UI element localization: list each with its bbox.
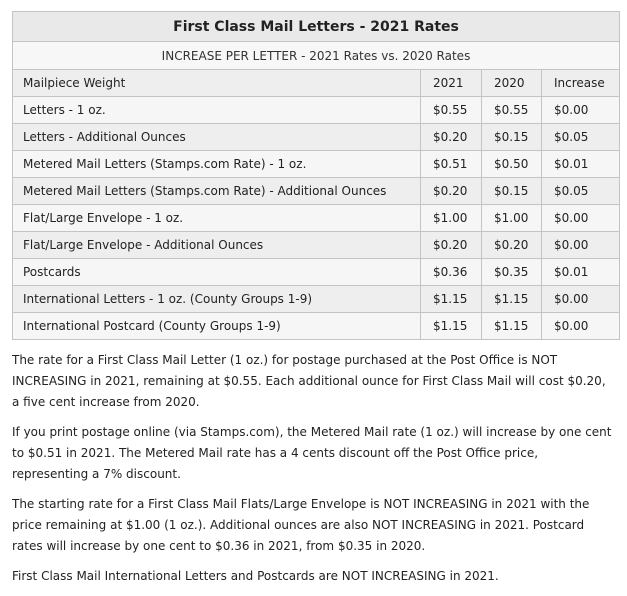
cell-increase: $0.00 xyxy=(542,232,620,259)
cell-2021: $1.00 xyxy=(421,205,482,232)
table-subtitle-row xyxy=(13,42,620,70)
column-header-weight: Mailpiece Weight xyxy=(13,70,421,97)
column-header-row xyxy=(13,70,620,97)
table-row xyxy=(13,124,620,151)
cell-2020: $1.15 xyxy=(482,286,542,313)
cell-2020: $0.15 xyxy=(482,124,542,151)
cell-weight: Flat/Large Envelope - 1 oz. xyxy=(13,205,421,232)
cell-2020: $0.15 xyxy=(482,178,542,205)
cell-2020: $0.50 xyxy=(482,151,542,178)
cell-increase: $0.00 xyxy=(542,313,620,340)
table-row xyxy=(13,313,620,340)
table-row xyxy=(13,205,620,232)
table-subtitle: INCREASE PER LETTER - 2021 Rates vs. 2020 Rates xyxy=(13,42,620,70)
cell-increase: $0.00 xyxy=(542,205,620,232)
table-row xyxy=(13,286,620,313)
column-header-increase: Increase xyxy=(542,70,620,97)
cell-increase: $0.05 xyxy=(542,178,620,205)
table-title: First Class Mail Letters - 2021 Rates xyxy=(13,12,620,42)
paragraph-flats-postcards: The starting rate for a First Class Mail Flats/Large Envelope is NOT INCREASING in 2021 with the price remaining at $1.00 (1 oz.). Additional ounces are also NOT INCREASING in 2021. Postcard rates will increase by one cent to $0.36 in 2021, from $0.35 in 2020. xyxy=(12,497,590,553)
cell-2021: $0.51 xyxy=(421,151,482,178)
cell-increase: $0.01 xyxy=(542,151,620,178)
cell-2020: $0.20 xyxy=(482,232,542,259)
cell-2021: $0.20 xyxy=(421,232,482,259)
cell-weight: International Postcard (County Groups 1-9) xyxy=(13,313,421,340)
cell-weight: Postcards xyxy=(13,259,421,286)
column-header-2021: 2021 xyxy=(421,70,482,97)
column-header-2020: 2020 xyxy=(482,70,542,97)
cell-weight: International Letters - 1 oz. (County Groups 1-9) xyxy=(13,286,421,313)
cell-2021: $0.20 xyxy=(421,178,482,205)
cell-2020: $0.35 xyxy=(482,259,542,286)
cell-increase: $0.00 xyxy=(542,286,620,313)
table-body xyxy=(13,97,620,340)
paragraph-metered: If you print postage online (via Stamps.com), the Metered Mail rate (1 oz.) will increase by one cent to $0.51 in 2021. The Metered Mail rate has a 4 cents discount off the Post Office price, representing a 7% discount. xyxy=(12,425,612,481)
cell-2020: $1.00 xyxy=(482,205,542,232)
cell-2021: $0.55 xyxy=(421,97,482,124)
cell-weight: Flat/Large Envelope - Additional Ounces xyxy=(13,232,421,259)
table-title-row xyxy=(13,12,620,42)
table-row xyxy=(13,151,620,178)
cell-increase: $0.00 xyxy=(542,97,620,124)
cell-increase: $0.05 xyxy=(542,124,620,151)
table-row xyxy=(13,232,620,259)
cell-2021: $0.20 xyxy=(421,124,482,151)
cell-2020: $0.55 xyxy=(482,97,542,124)
cell-2020: $1.15 xyxy=(482,313,542,340)
cell-increase: $0.01 xyxy=(542,259,620,286)
cell-weight: Metered Mail Letters (Stamps.com Rate) - 1 oz. xyxy=(13,151,421,178)
cell-2021: $1.15 xyxy=(421,313,482,340)
table-row xyxy=(13,259,620,286)
paragraph-international: First Class Mail International Letters and Postcards are NOT INCREASING in 2021. xyxy=(12,569,499,583)
article-text xyxy=(12,350,612,596)
cell-weight: Letters - 1 oz. xyxy=(13,97,421,124)
rates-table xyxy=(12,11,620,340)
cell-weight: Metered Mail Letters (Stamps.com Rate) - Additional Ounces xyxy=(13,178,421,205)
cell-2021: $1.15 xyxy=(421,286,482,313)
table-row xyxy=(13,178,620,205)
paragraph-letters: The rate for a First Class Mail Letter (1 oz.) for postage purchased at the Post Office is NOT INCREASING in 2021, remaining at $0.55. Each additional ounce for First Class Mail will cost $0.20, a five cent increase from 2020. xyxy=(12,353,606,409)
cell-2021: $0.36 xyxy=(421,259,482,286)
table-row xyxy=(13,97,620,124)
cell-weight: Letters - Additional Ounces xyxy=(13,124,421,151)
